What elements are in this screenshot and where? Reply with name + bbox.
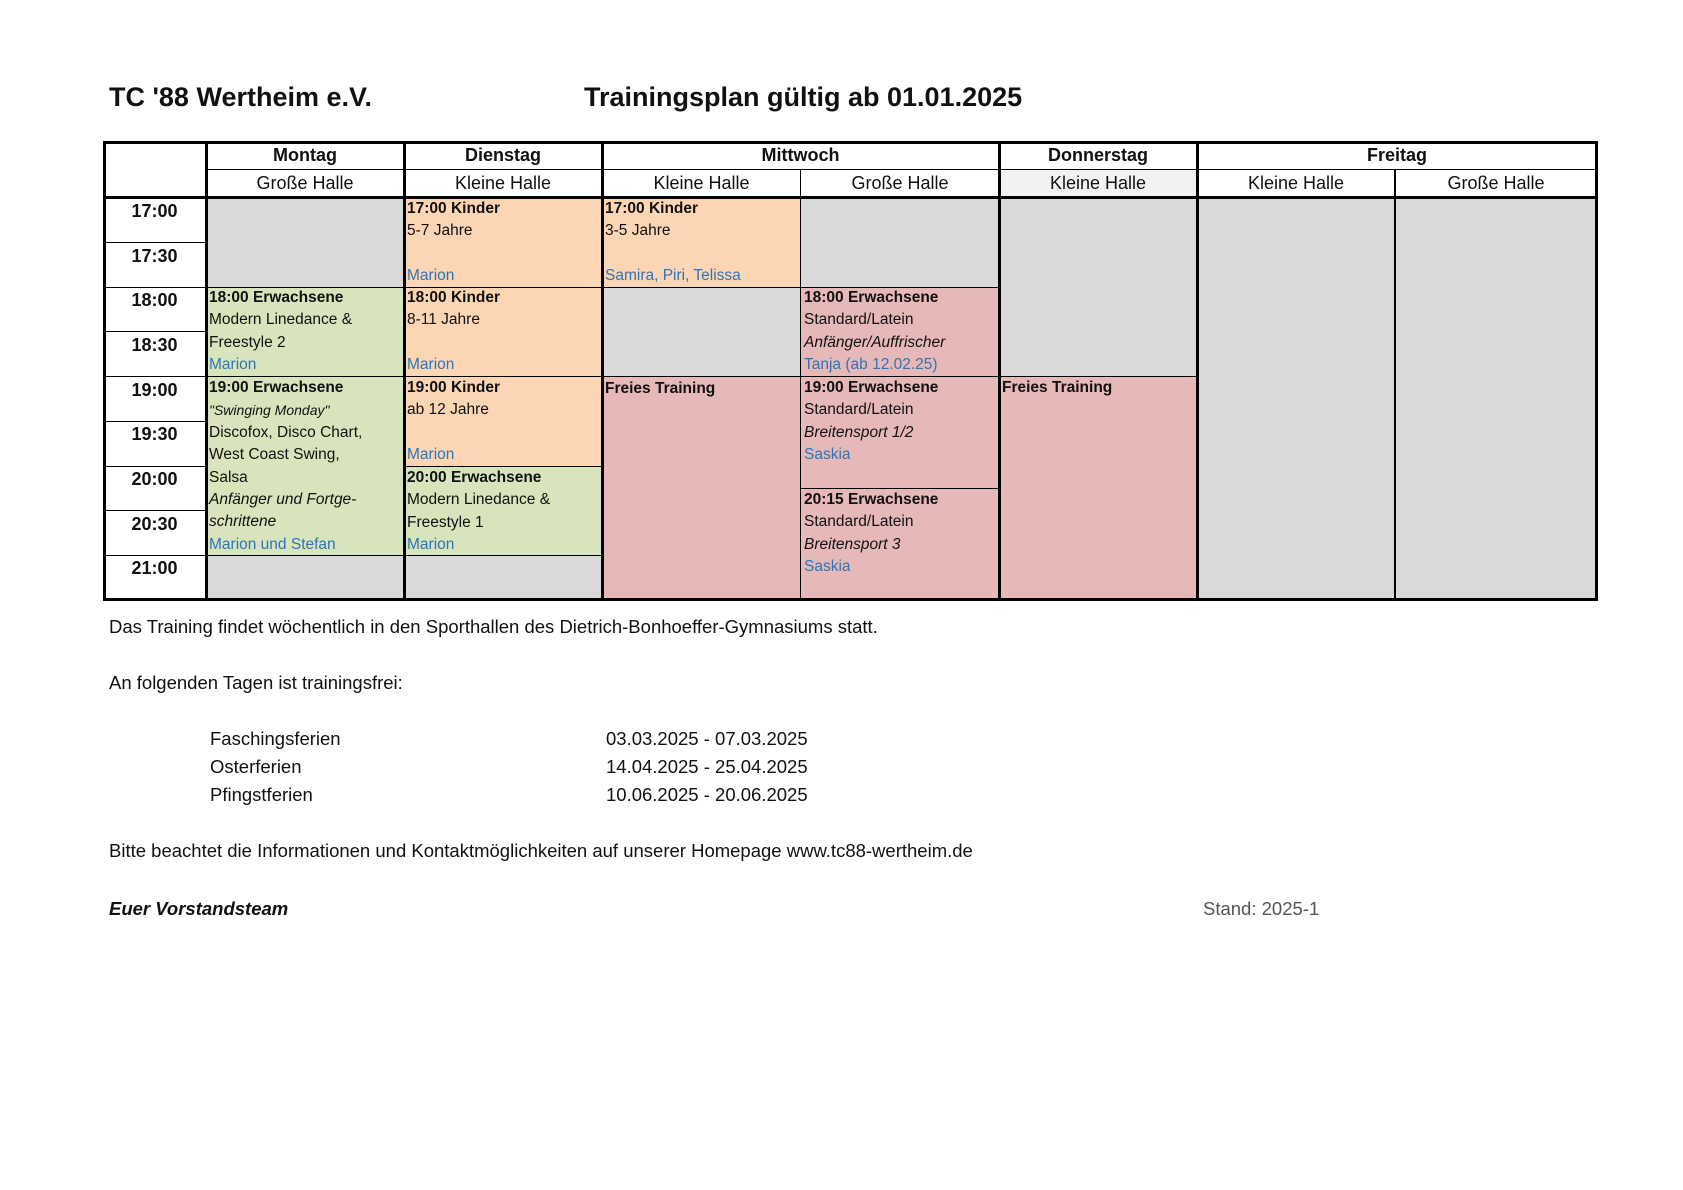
session-mo-swinging: 19:00 Erwachsene "Swinging Monday" Discofox, Disco Chart, West Coast Swing, Salsa Anfänger und Fortge- schrittene Marion und Stefan [206,377,404,556]
time-label: 17:30 [131,246,178,266]
session-mi-standard-1800: 18:00 Erwachsene Standard/Latein Anfänger/Auffrischer Tanja (ab 12.02.25) [801,287,999,377]
block-divider [206,287,801,288]
location-note: Das Training findet wöchentlich in den Sporthallen des Dietrich-Bonhoeffer-Gymnasiums statt. [109,616,878,637]
hall-header: Kleine Halle [653,172,750,193]
holiday-dates: 14.04.2025 - 25.04.2025 [606,756,808,777]
table-border [103,141,1597,144]
table-border [1595,141,1598,601]
session-mo-linedance-2: 18:00 Erwachsene Modern Linedance & Freestyle 2 Marion [206,287,404,377]
holiday-name: Faschingsferien [210,728,341,749]
day-header-mittwoch: Mittwoch [761,144,840,165]
time-divider [103,510,206,511]
column-divider [403,141,406,601]
time-divider [103,376,206,377]
session-mi-standard-1900: 19:00 Erwachsene Standard/Latein Breitensport 1/2 Saskia [801,377,999,489]
time-label: 21:00 [131,558,178,578]
session-mi-freies-training: Freies Training [602,377,801,600]
time-divider [103,242,206,243]
time-label: 17:00 [131,201,178,221]
time-label: 19:30 [131,424,178,444]
block-divider [801,287,999,288]
time-label: 19:00 [131,380,178,400]
empty-slot [404,556,602,600]
hall-header: Kleine Halle [999,169,1197,197]
column-divider [1196,141,1199,601]
time-divider [103,331,206,332]
empty-slot [206,198,404,287]
holiday-dates: 10.06.2025 - 20.06.2025 [606,784,808,805]
session-di-linedance-1: 20:00 Erwachsene Modern Linedance & Freestyle 1 Marion [404,467,602,556]
session-do-freies-training: Freies Training [999,377,1197,600]
session-di-kinder-8-11: 18:00 Kinder 8-11 Jahre Marion [404,287,602,377]
time-divider [103,466,206,467]
time-divider [103,555,206,556]
day-divider [206,169,1597,170]
day-header-donnerstag: Donnerstag [1047,144,1148,165]
holiday-name: Pfingstferien [210,784,313,805]
hall-header: Große Halle [851,172,949,193]
hall-header: Kleine Halle [454,172,552,193]
session-di-kinder-5-7: 17:00 Kinder 5-7 Jahre Marion [404,198,602,287]
schedule-table [103,141,1597,600]
header-divider [103,196,1597,199]
free-days-intro: An folgenden Tagen ist trainingsfrei: [109,672,403,693]
version-label: Stand: 2025-1 [1203,898,1320,919]
time-label: 18:30 [131,335,178,355]
block-divider [206,376,1197,377]
block-divider [206,555,603,556]
time-divider [103,421,206,422]
time-label: 20:30 [131,514,178,534]
club-name: TC '88 Wertheim e.V. [109,82,373,112]
hall-divider [1394,169,1396,601]
day-header-dienstag: Dienstag [464,144,542,165]
empty-slot [1197,198,1395,600]
table-border [103,598,1597,601]
session-di-kinder-12: 19:00 Kinder ab 12 Jahre Marion [404,377,602,467]
holiday-name: Osterferien [210,756,302,777]
empty-slot [999,198,1197,377]
block-divider [801,488,999,489]
hall-divider [800,169,801,601]
column-divider [601,141,604,601]
empty-slot [206,556,404,600]
plan-title: Trainingsplan gültig ab 01.01.2025 [584,82,1023,112]
empty-slot [602,287,801,377]
day-header-freitag: Freitag [1366,144,1427,165]
hall-header: Große Halle [256,172,354,193]
hall-header: Kleine Halle [1247,172,1345,193]
homepage-note: Bitte beachtet die Informationen und Kontaktmöglichkeiten auf unserer Homepage www.tc88-wertheim.de [109,840,973,861]
empty-slot [1395,198,1597,600]
session-mi-standard-2015: 20:15 Erwachsene Standard/Latein Breitensport 3 Saskia [801,489,999,600]
column-divider [998,141,1001,601]
signature: Euer Vorstandsteam [109,898,289,919]
day-header-montag: Montag [273,144,337,165]
table-border [103,141,106,601]
time-divider [103,287,206,288]
time-label: 20:00 [131,469,178,489]
empty-slot [801,198,999,287]
hall-header: Große Halle [1447,172,1545,193]
session-mi-kinder-3-5: 17:00 Kinder 3-5 Jahre Samira, Piri, Telissa [602,198,801,287]
holiday-dates: 03.03.2025 - 07.03.2025 [606,728,808,749]
time-label: 18:00 [131,290,178,310]
block-divider [404,466,602,467]
column-divider [205,141,208,601]
